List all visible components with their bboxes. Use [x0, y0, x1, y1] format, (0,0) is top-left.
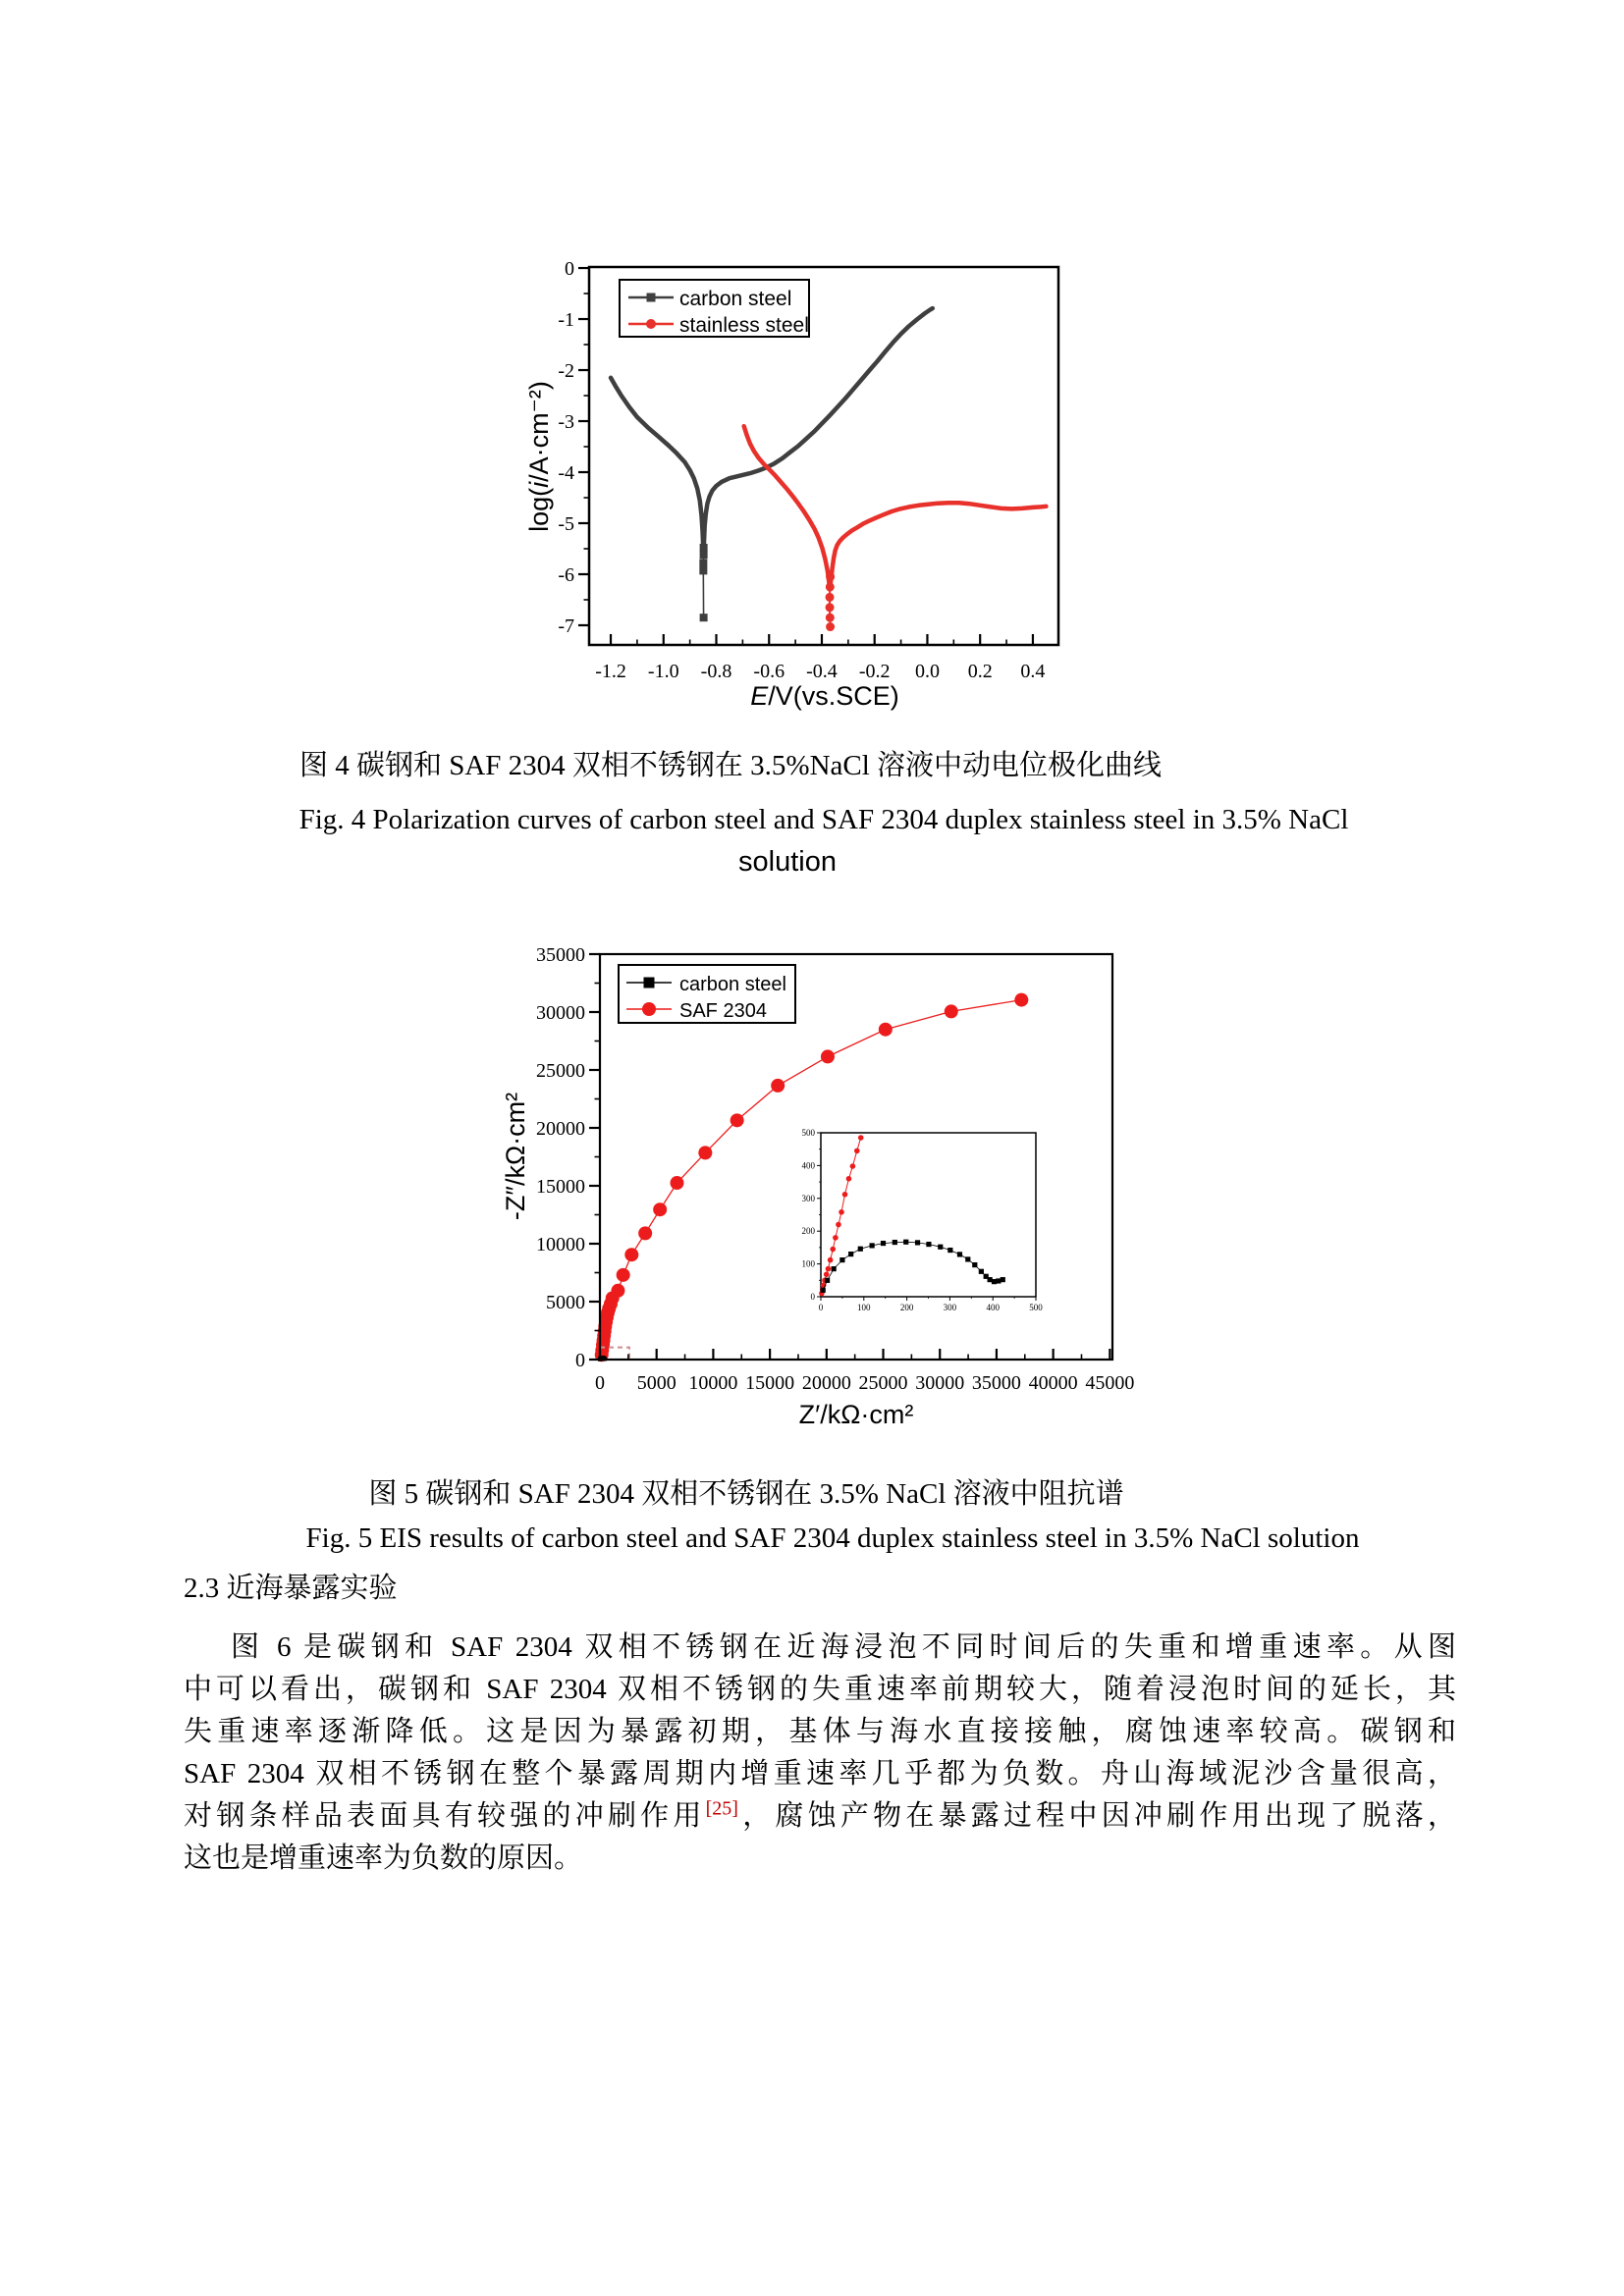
svg-text:-0.8: -0.8 [700, 661, 732, 682]
svg-text:carbon steel: carbon steel [679, 974, 786, 995]
svg-text:0.4: 0.4 [1020, 661, 1046, 682]
section-heading: 2.3 近海暴露实验 [184, 1573, 398, 1604]
svg-text:400: 400 [801, 1160, 815, 1171]
svg-text:-0.6: -0.6 [753, 661, 785, 682]
svg-text:5000: 5000 [546, 1292, 585, 1313]
paragraph-line: 中可以看出，碳钢和 SAF 2304 双相不锈钢的失重速率前期较大，随着浸泡时间的延长，其 [184, 1674, 1456, 1705]
svg-text:300: 300 [801, 1193, 815, 1203]
svg-text:25000: 25000 [858, 1372, 908, 1394]
paragraph-line5-text: 对钢条样品表面具有较强的冲刷作用 [184, 1800, 706, 1832]
svg-text:45000: 45000 [1085, 1372, 1135, 1394]
svg-text:-1.2: -1.2 [595, 661, 626, 682]
svg-text:log(i/A·cm⁻²): log(i/A·cm⁻²) [524, 381, 554, 532]
figure4-caption-en: Fig. 4 Polarization curves of carbon steel and SAF 2304 duplex stainless steel in 3.5% NaCl [298, 804, 1349, 835]
svg-text:300: 300 [943, 1303, 957, 1312]
svg-text:-3: -3 [558, 411, 574, 434]
svg-text:200: 200 [801, 1226, 815, 1237]
svg-text:-1: -1 [558, 309, 574, 332]
citation-ref-25: [25] [705, 1797, 738, 1820]
svg-text:Z′/kΩ·cm²: Z′/kΩ·cm² [798, 1400, 914, 1429]
svg-text:10000: 10000 [688, 1372, 738, 1394]
svg-text:100: 100 [801, 1258, 815, 1269]
svg-text:0: 0 [595, 1372, 605, 1394]
svg-text:-0.4: -0.4 [806, 661, 838, 682]
svg-text:SAF 2304: SAF 2304 [679, 1000, 767, 1022]
paragraph-line: 失重速率逐渐降低。这是因为暴露初期，基体与海水直接接触，腐蚀速率较高。碳钢和 [184, 1716, 1456, 1747]
svg-text:-7: -7 [558, 614, 574, 637]
svg-text:0: 0 [810, 1292, 815, 1302]
svg-text:10000: 10000 [536, 1234, 585, 1255]
svg-text:carbon steel: carbon steel [679, 288, 792, 310]
svg-text:-0.2: -0.2 [858, 661, 891, 682]
paragraph-line [184, 1796, 1456, 1838]
figure4-caption-solution: solution [738, 846, 837, 878]
svg-text:15000: 15000 [745, 1372, 795, 1394]
svg-text:E/V(vs.SCE): E/V(vs.SCE) [750, 681, 899, 711]
paragraph-line5-text2: ，腐蚀产物在暴露过程中因冲刷作用出现了脱落， [737, 1800, 1456, 1832]
figure4-polarization-chart [511, 245, 1080, 736]
svg-text:30000: 30000 [536, 1002, 585, 1024]
svg-text:15000: 15000 [536, 1176, 585, 1198]
svg-text:200: 200 [899, 1303, 914, 1312]
svg-text:30000: 30000 [915, 1372, 965, 1394]
svg-text:0.0: 0.0 [914, 661, 940, 682]
figure5-caption-zh: 图 5 碳钢和 SAF 2304 双相不锈钢在 3.5% NaCl 溶液中阻抗谱 [368, 1478, 1124, 1510]
svg-text:0.2: 0.2 [967, 661, 993, 682]
paragraph-line: SAF 2304 双相不锈钢在整个暴露周期内增重速率几乎都为负数。舟山海域泥沙含量很高， [184, 1758, 1456, 1789]
svg-text:0: 0 [575, 1350, 585, 1371]
svg-text:-2: -2 [558, 360, 574, 383]
svg-text:5000: 5000 [636, 1372, 677, 1394]
figure4-caption-zh: 图 4 碳钢和 SAF 2304 双相不锈钢在 3.5%NaCl 溶液中动电位极化曲线 [298, 750, 1163, 781]
svg-text:500: 500 [801, 1128, 815, 1138]
svg-text:35000: 35000 [536, 944, 585, 966]
svg-text:20000: 20000 [536, 1118, 585, 1140]
svg-text:-6: -6 [558, 563, 574, 586]
svg-text:400: 400 [986, 1303, 1000, 1312]
svg-text:100: 100 [857, 1303, 871, 1312]
figure5-caption-en: Fig. 5 EIS results of carbon steel and SAF 2304 duplex stainless steel in 3.5% NaCl solution [305, 1522, 1360, 1554]
svg-text:0: 0 [565, 258, 574, 281]
svg-text:0: 0 [818, 1303, 824, 1312]
svg-text:500: 500 [1029, 1303, 1043, 1312]
svg-text:-4: -4 [558, 462, 574, 485]
svg-text:25000: 25000 [536, 1060, 585, 1082]
paragraph-line: 这也是增重速率为负数的原因。 [184, 1842, 583, 1874]
svg-text:-5: -5 [558, 512, 574, 535]
svg-text:40000: 40000 [1028, 1372, 1078, 1394]
paragraph-line: 图 6 是碳钢和 SAF 2304 双相不锈钢在近海浸泡不同时间后的失重和增重速率。从图 [231, 1631, 1456, 1663]
svg-text:20000: 20000 [801, 1372, 851, 1394]
svg-text:stainless steel: stainless steel [679, 314, 809, 337]
figure5-eis-chart [461, 933, 1168, 1482]
svg-text:-Z″/kΩ·cm²: -Z″/kΩ·cm² [501, 1092, 530, 1221]
svg-text:35000: 35000 [971, 1372, 1021, 1394]
svg-text:-1.0: -1.0 [647, 661, 679, 682]
